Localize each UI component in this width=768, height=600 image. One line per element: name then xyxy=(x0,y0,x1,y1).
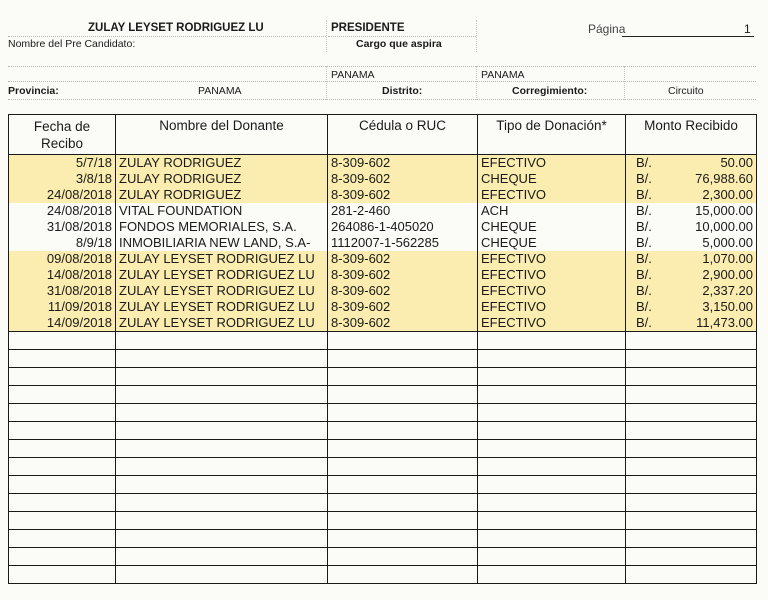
empty-cell xyxy=(9,404,116,422)
cell-date: 31/08/2018 xyxy=(9,283,116,299)
empty-cell xyxy=(478,368,626,386)
empty-row xyxy=(9,404,757,422)
cell-date: 14/09/2018 xyxy=(9,315,116,332)
cell-amount xyxy=(626,203,757,219)
empty-cell xyxy=(9,386,116,404)
empty-cell xyxy=(626,566,757,584)
page-number: 1 xyxy=(744,22,751,36)
header-cedula: Cédula o RUC xyxy=(328,115,478,155)
empty-cell xyxy=(478,512,626,530)
empty-cell xyxy=(116,458,328,476)
cell-id: 8-309-602 xyxy=(328,267,478,283)
empty-cell xyxy=(328,458,478,476)
amount-value: 1,070.00 xyxy=(702,251,753,266)
empty-cell xyxy=(328,422,478,440)
empty-cell xyxy=(9,332,116,350)
empty-cell xyxy=(9,368,116,386)
empty-row xyxy=(9,350,757,368)
empty-row xyxy=(9,368,757,386)
cell-type: CHEQUE xyxy=(478,235,626,251)
empty-cell xyxy=(478,458,626,476)
empty-cell xyxy=(116,548,328,566)
cell-type: EFECTIVO xyxy=(478,267,626,283)
table-row xyxy=(9,251,757,267)
empty-cell xyxy=(478,494,626,512)
location-mid-line xyxy=(8,81,756,82)
empty-cell xyxy=(478,476,626,494)
position-line xyxy=(328,36,476,37)
empty-row xyxy=(9,476,757,494)
empty-cell xyxy=(626,530,757,548)
header-monto: Monto Recibido xyxy=(626,115,757,155)
header-tipo: Tipo de Donación* xyxy=(478,115,626,155)
location-bottom-line xyxy=(8,99,756,100)
loc-divider-2 xyxy=(476,66,477,100)
empty-cell xyxy=(626,494,757,512)
amount-value: 15,000.00 xyxy=(695,203,753,218)
table-row xyxy=(9,299,757,315)
empty-cell xyxy=(328,404,478,422)
cell-id: 281-2-460 xyxy=(328,203,478,219)
cell-date: 24/08/2018 xyxy=(9,187,116,203)
empty-cell xyxy=(9,476,116,494)
empty-cell xyxy=(116,476,328,494)
table-header-row xyxy=(9,115,757,155)
empty-cell xyxy=(478,404,626,422)
empty-cell xyxy=(626,422,757,440)
empty-row xyxy=(9,332,757,350)
donations-table xyxy=(8,114,757,584)
position-label: Cargo que aspira xyxy=(356,38,442,50)
table-row xyxy=(9,219,757,235)
position-value: PRESIDENTE xyxy=(331,22,405,34)
cell-donor-name: ZULAY LEYSET RODRIGUEZ LU xyxy=(116,299,328,315)
empty-cell xyxy=(9,548,116,566)
cell-id: 8-309-602 xyxy=(328,171,478,187)
cell-date: 09/08/2018 xyxy=(9,251,116,267)
corregimiento-value: PANAMA xyxy=(481,69,525,81)
amount-value: 2,900.00 xyxy=(702,267,753,282)
empty-row xyxy=(9,530,757,548)
empty-cell xyxy=(116,386,328,404)
currency-symbol: B/. xyxy=(636,155,652,170)
table-row xyxy=(9,283,757,299)
currency-symbol: B/. xyxy=(636,235,652,250)
empty-row xyxy=(9,566,757,584)
table-row xyxy=(9,187,757,203)
table-body xyxy=(9,155,757,584)
amount-value: 76,988.60 xyxy=(695,171,753,186)
empty-cell xyxy=(116,368,328,386)
cell-donor-name: ZULAY RODRIGUEZ xyxy=(116,187,328,203)
table-row xyxy=(9,235,757,251)
cell-type: CHEQUE xyxy=(478,171,626,187)
empty-row xyxy=(9,422,757,440)
currency-symbol: B/. xyxy=(636,219,652,234)
location-top-line xyxy=(8,66,756,67)
cell-id: 8-309-602 xyxy=(328,155,478,172)
empty-cell xyxy=(116,530,328,548)
cell-date: 11/09/2018 xyxy=(9,299,116,315)
currency-symbol: B/. xyxy=(636,283,652,298)
provincia-value: PANAMA xyxy=(198,85,242,97)
cell-date: 24/08/2018 xyxy=(9,203,116,219)
cell-amount xyxy=(626,171,757,187)
empty-row xyxy=(9,440,757,458)
header-fecha: Fecha de Recibo xyxy=(9,115,116,155)
empty-cell xyxy=(9,440,116,458)
cell-id: 8-309-602 xyxy=(328,315,478,332)
cell-date: 5/7/18 xyxy=(9,155,116,172)
cell-type: ACH xyxy=(478,203,626,219)
empty-cell xyxy=(328,512,478,530)
empty-cell xyxy=(626,332,757,350)
empty-cell xyxy=(116,566,328,584)
empty-cell xyxy=(116,494,328,512)
cell-date: 3/8/18 xyxy=(9,171,116,187)
empty-cell xyxy=(328,440,478,458)
table-row xyxy=(9,171,757,187)
currency-symbol: B/. xyxy=(636,171,652,186)
empty-cell xyxy=(328,476,478,494)
amount-value: 11,473.00 xyxy=(696,315,753,330)
empty-cell xyxy=(9,458,116,476)
cell-type: EFECTIVO xyxy=(478,155,626,172)
amount-value: 3,150.00 xyxy=(702,299,753,314)
currency-symbol: B/. xyxy=(636,315,652,330)
empty-row xyxy=(9,548,757,566)
cell-id: 8-309-602 xyxy=(328,283,478,299)
cell-type: EFECTIVO xyxy=(478,299,626,315)
amount-value: 2,337.20 xyxy=(702,283,753,298)
empty-cell xyxy=(9,350,116,368)
table-row xyxy=(9,155,757,172)
empty-cell xyxy=(478,350,626,368)
empty-cell xyxy=(626,440,757,458)
currency-symbol: B/. xyxy=(636,203,652,218)
header-divider xyxy=(326,20,327,52)
empty-cell xyxy=(626,368,757,386)
circuito-label: Circuito xyxy=(668,85,704,97)
empty-cell xyxy=(328,332,478,350)
loc-divider-1 xyxy=(326,66,327,100)
table-row xyxy=(9,315,757,332)
cell-amount xyxy=(626,155,757,172)
cell-donor-name: ZULAY LEYSET RODRIGUEZ LU xyxy=(116,251,328,267)
cell-amount xyxy=(626,315,757,332)
empty-cell xyxy=(478,440,626,458)
empty-cell xyxy=(9,530,116,548)
cell-donor-name: FONDOS MEMORIALES, S.A. xyxy=(116,219,328,235)
cell-type: CHEQUE xyxy=(478,219,626,235)
table-row xyxy=(9,203,757,219)
cell-donor-name: INMOBILIARIA NEW LAND, S.A- xyxy=(116,235,328,251)
empty-cell xyxy=(328,566,478,584)
cell-amount xyxy=(626,187,757,203)
empty-cell xyxy=(478,386,626,404)
empty-cell xyxy=(626,458,757,476)
currency-symbol: B/. xyxy=(636,267,652,282)
cell-donor-name: VITAL FOUNDATION xyxy=(116,203,328,219)
cell-donor-name: ZULAY LEYSET RODRIGUEZ LU xyxy=(116,283,328,299)
cell-type: EFECTIVO xyxy=(478,283,626,299)
cell-id: 264086-1-405020 xyxy=(328,219,478,235)
cell-id: 8-309-602 xyxy=(328,187,478,203)
empty-cell xyxy=(328,494,478,512)
header-donante: Nombre del Donante xyxy=(116,115,328,155)
empty-cell xyxy=(116,404,328,422)
page-number-line xyxy=(622,36,754,37)
cell-date: 14/08/2018 xyxy=(9,267,116,283)
empty-cell xyxy=(626,404,757,422)
cell-donor-name: ZULAY RODRIGUEZ xyxy=(116,171,328,187)
currency-symbol: B/. xyxy=(636,187,652,202)
empty-cell xyxy=(328,548,478,566)
empty-cell xyxy=(478,548,626,566)
distrito-value: PANAMA xyxy=(331,69,375,81)
empty-row xyxy=(9,458,757,476)
cell-id: 8-309-602 xyxy=(328,251,478,267)
empty-row xyxy=(9,512,757,530)
distrito-label: Distrito: xyxy=(382,85,423,97)
candidate-name: ZULAY LEYSET RODRIGUEZ LU xyxy=(88,22,264,34)
empty-cell xyxy=(626,350,757,368)
empty-cell xyxy=(626,548,757,566)
candidate-label: Nombre del Pre Candidato: xyxy=(8,38,136,50)
empty-cell xyxy=(626,476,757,494)
cell-amount xyxy=(626,235,757,251)
empty-cell xyxy=(478,566,626,584)
amount-value: 2,300.00 xyxy=(702,187,753,202)
empty-cell xyxy=(478,422,626,440)
amount-value: 50.00 xyxy=(720,155,753,170)
header-divider-2 xyxy=(476,20,477,52)
empty-cell xyxy=(116,350,328,368)
cell-type: EFECTIVO xyxy=(478,187,626,203)
page-label: Página xyxy=(588,22,626,36)
currency-symbol: B/. xyxy=(636,299,652,314)
empty-row xyxy=(9,386,757,404)
cell-amount xyxy=(626,251,757,267)
empty-cell xyxy=(328,530,478,548)
provincia-label: Provincia: xyxy=(8,85,59,97)
empty-cell xyxy=(116,512,328,530)
cell-donor-name: ZULAY RODRIGUEZ xyxy=(116,155,328,172)
currency-symbol: B/. xyxy=(636,251,652,266)
empty-cell xyxy=(328,368,478,386)
cell-date: 31/08/2018 xyxy=(9,219,116,235)
empty-cell xyxy=(626,386,757,404)
empty-cell xyxy=(9,494,116,512)
cell-type: EFECTIVO xyxy=(478,315,626,332)
empty-cell xyxy=(626,512,757,530)
empty-row xyxy=(9,494,757,512)
empty-cell xyxy=(116,332,328,350)
cell-type: EFECTIVO xyxy=(478,251,626,267)
cell-date: 8/9/18 xyxy=(9,235,116,251)
cell-donor-name: ZULAY LEYSET RODRIGUEZ LU xyxy=(116,267,328,283)
empty-cell xyxy=(9,566,116,584)
empty-cell xyxy=(478,332,626,350)
amount-value: 5,000.00 xyxy=(702,235,753,250)
empty-cell xyxy=(116,422,328,440)
corregimiento-label: Corregimiento: xyxy=(512,85,588,97)
cell-donor-name: ZULAY LEYSET RODRIGUEZ LU xyxy=(116,315,328,332)
cell-id: 1112007-1-562285 xyxy=(328,235,478,251)
cell-amount xyxy=(626,299,757,315)
amount-value: 10,000.00 xyxy=(695,219,753,234)
empty-cell xyxy=(328,386,478,404)
candidate-name-line xyxy=(8,36,326,37)
cell-id: 8-309-602 xyxy=(328,299,478,315)
empty-cell xyxy=(328,350,478,368)
empty-cell xyxy=(9,422,116,440)
empty-cell xyxy=(9,512,116,530)
empty-cell xyxy=(478,530,626,548)
cell-amount xyxy=(626,283,757,299)
cell-amount xyxy=(626,267,757,283)
loc-divider-3 xyxy=(624,66,625,100)
table-row xyxy=(9,267,757,283)
cell-amount xyxy=(626,219,757,235)
empty-cell xyxy=(116,440,328,458)
